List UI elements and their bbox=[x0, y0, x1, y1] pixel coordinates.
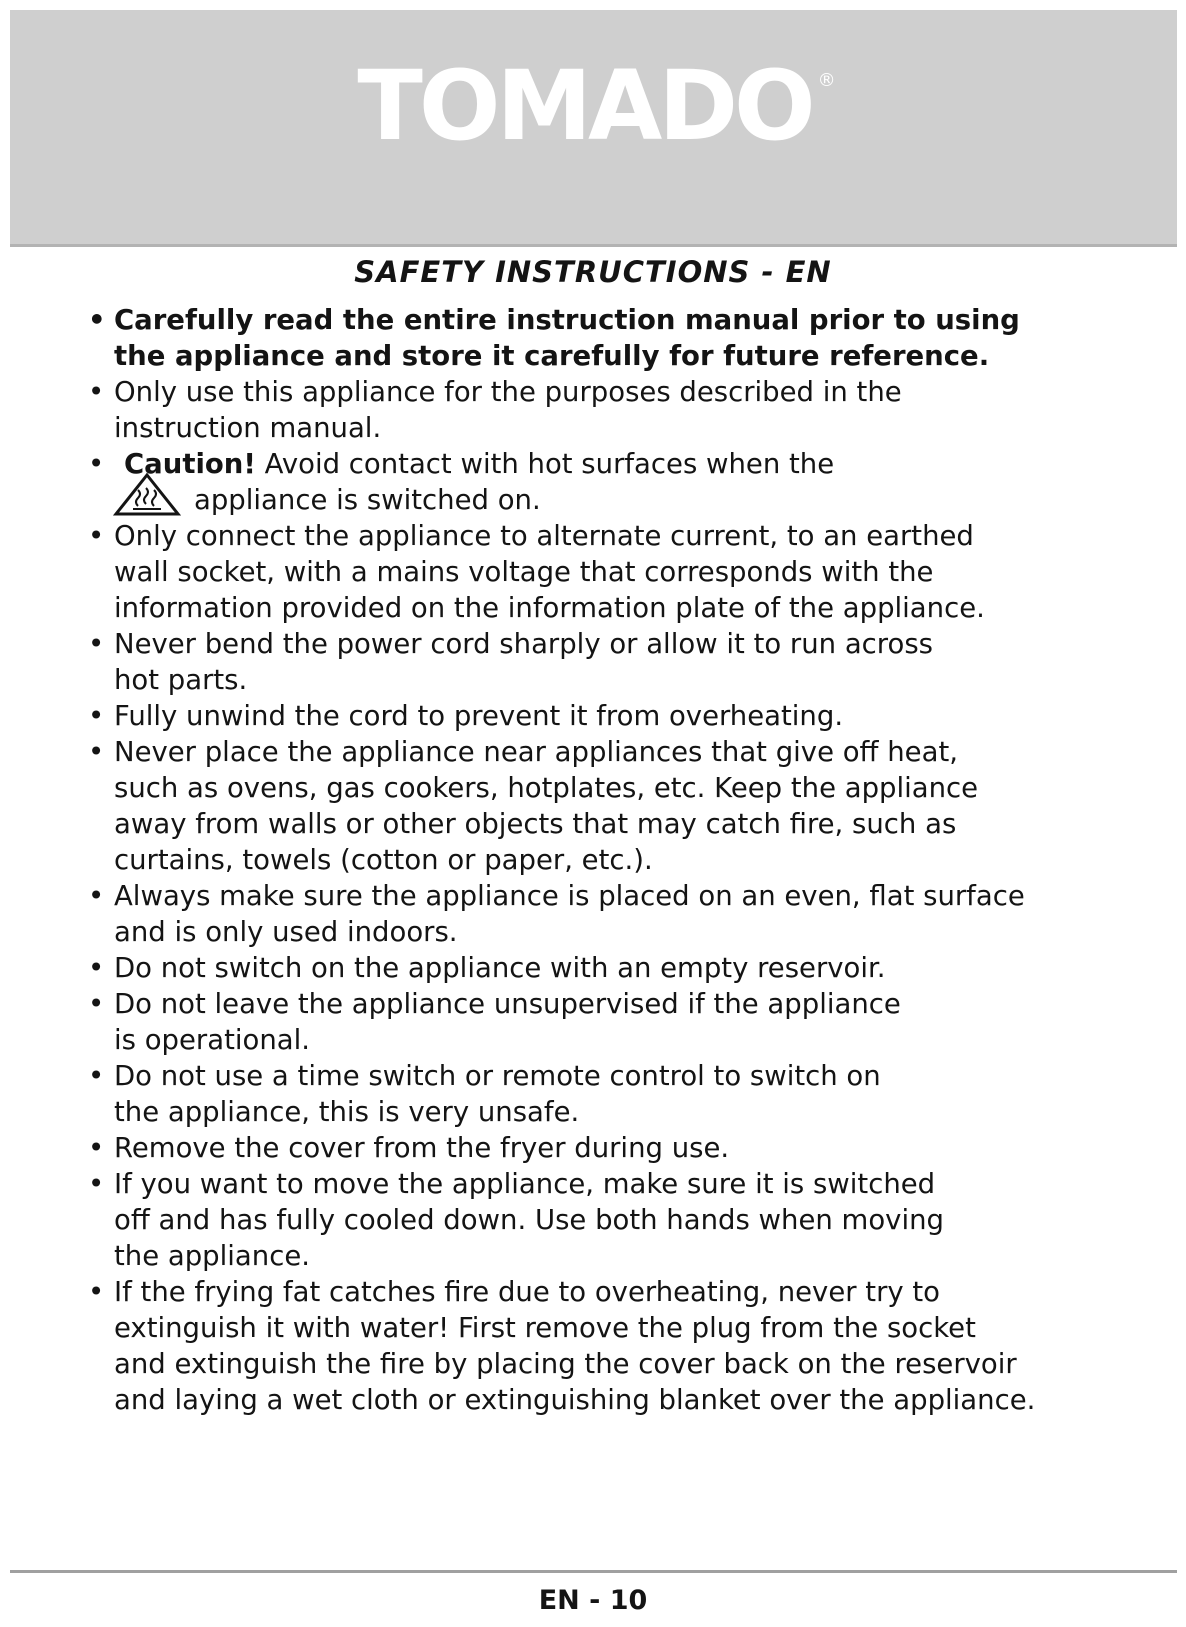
footer-divider bbox=[10, 1570, 1177, 1573]
item-line: information provided on the information plate of the appliance. bbox=[114, 592, 985, 624]
item-line: Remove the cover from the fryer during use. bbox=[114, 1132, 730, 1164]
item-line: Fully unwind the cord to prevent it from overheating. bbox=[114, 700, 844, 732]
item-line: off and has fully cooled down. Use both hands when moving bbox=[114, 1204, 944, 1236]
section-title: SAFETY INSTRUCTIONS - EN bbox=[354, 255, 832, 289]
caution-text-line2: appliance is switched on. bbox=[194, 484, 541, 516]
item-line: and extinguish the fire by placing the cover back on the reservoir bbox=[114, 1348, 1017, 1380]
caution-text: Avoid contact with hot surfaces when the bbox=[264, 448, 835, 480]
brand-logo bbox=[10, 50, 1177, 162]
item-line: the appliance. bbox=[114, 1240, 310, 1272]
item-line: is operational. bbox=[114, 1024, 310, 1056]
item-line: the appliance and store it carefully for future reference. bbox=[114, 340, 990, 372]
list-item bbox=[88, 1130, 1173, 1166]
item-line: hot parts. bbox=[114, 664, 248, 696]
page-number: EN - 10 bbox=[538, 1585, 648, 1616]
hot-surface-warning-icon bbox=[113, 472, 181, 516]
list-item bbox=[88, 1166, 1173, 1274]
list-item bbox=[88, 986, 1173, 1058]
brand-name: TOMADO bbox=[357, 50, 812, 162]
item-line: Always make sure the appliance is placed on an even, flat surface bbox=[114, 880, 1025, 912]
header-band bbox=[10, 10, 1177, 247]
list-item-caution bbox=[88, 446, 1173, 518]
item-line: Only connect the appliance to alternate current, to an earthed bbox=[114, 520, 974, 552]
item-line: If you want to move the appliance, make sure it is switched bbox=[114, 1168, 936, 1200]
item-line: Only use this appliance for the purposes described in the bbox=[114, 376, 902, 408]
list-item bbox=[88, 518, 1173, 626]
list-item bbox=[88, 734, 1173, 878]
safety-instructions-list bbox=[88, 302, 1173, 1418]
item-line: extinguish it with water! First remove the plug from the socket bbox=[114, 1312, 976, 1344]
item-line: wall socket, with a mains voltage that corresponds with the bbox=[114, 556, 934, 588]
item-line: Never place the appliance near appliances that give off heat, bbox=[114, 736, 958, 768]
item-line: instruction manual. bbox=[114, 412, 382, 444]
list-item bbox=[88, 374, 1173, 446]
item-line: and laying a wet cloth or extinguishing blanket over the appliance. bbox=[114, 1384, 1036, 1416]
item-line: Do not switch on the appliance with an empty reservoir. bbox=[114, 952, 886, 984]
registered-mark: ® bbox=[817, 70, 836, 91]
list-item bbox=[88, 626, 1173, 698]
item-line: If the frying fat catches fire due to overheating, never try to bbox=[114, 1276, 940, 1308]
caution-label: Caution! bbox=[124, 448, 256, 480]
item-line: away from walls or other objects that may catch fire, such as bbox=[114, 808, 957, 840]
item-line: such as ovens, gas cookers, hotplates, etc. Keep the appliance bbox=[114, 772, 979, 804]
item-line: Do not leave the appliance unsupervised if the appliance bbox=[114, 988, 901, 1020]
item-line: Never bend the power cord sharply or allow it to run across bbox=[114, 628, 933, 660]
list-item bbox=[88, 302, 1173, 374]
list-item bbox=[88, 1058, 1173, 1130]
item-line: and is only used indoors. bbox=[114, 916, 458, 948]
list-item bbox=[88, 1274, 1173, 1418]
item-line: Carefully read the entire instruction manual prior to using bbox=[114, 304, 1020, 336]
item-line: Do not use a time switch or remote control to switch on bbox=[114, 1060, 881, 1092]
list-item bbox=[88, 698, 1173, 734]
list-item bbox=[88, 878, 1173, 950]
list-item bbox=[88, 950, 1173, 986]
item-line: curtains, towels (cotton or paper, etc.). bbox=[114, 844, 653, 876]
item-line: the appliance, this is very unsafe. bbox=[114, 1096, 580, 1128]
